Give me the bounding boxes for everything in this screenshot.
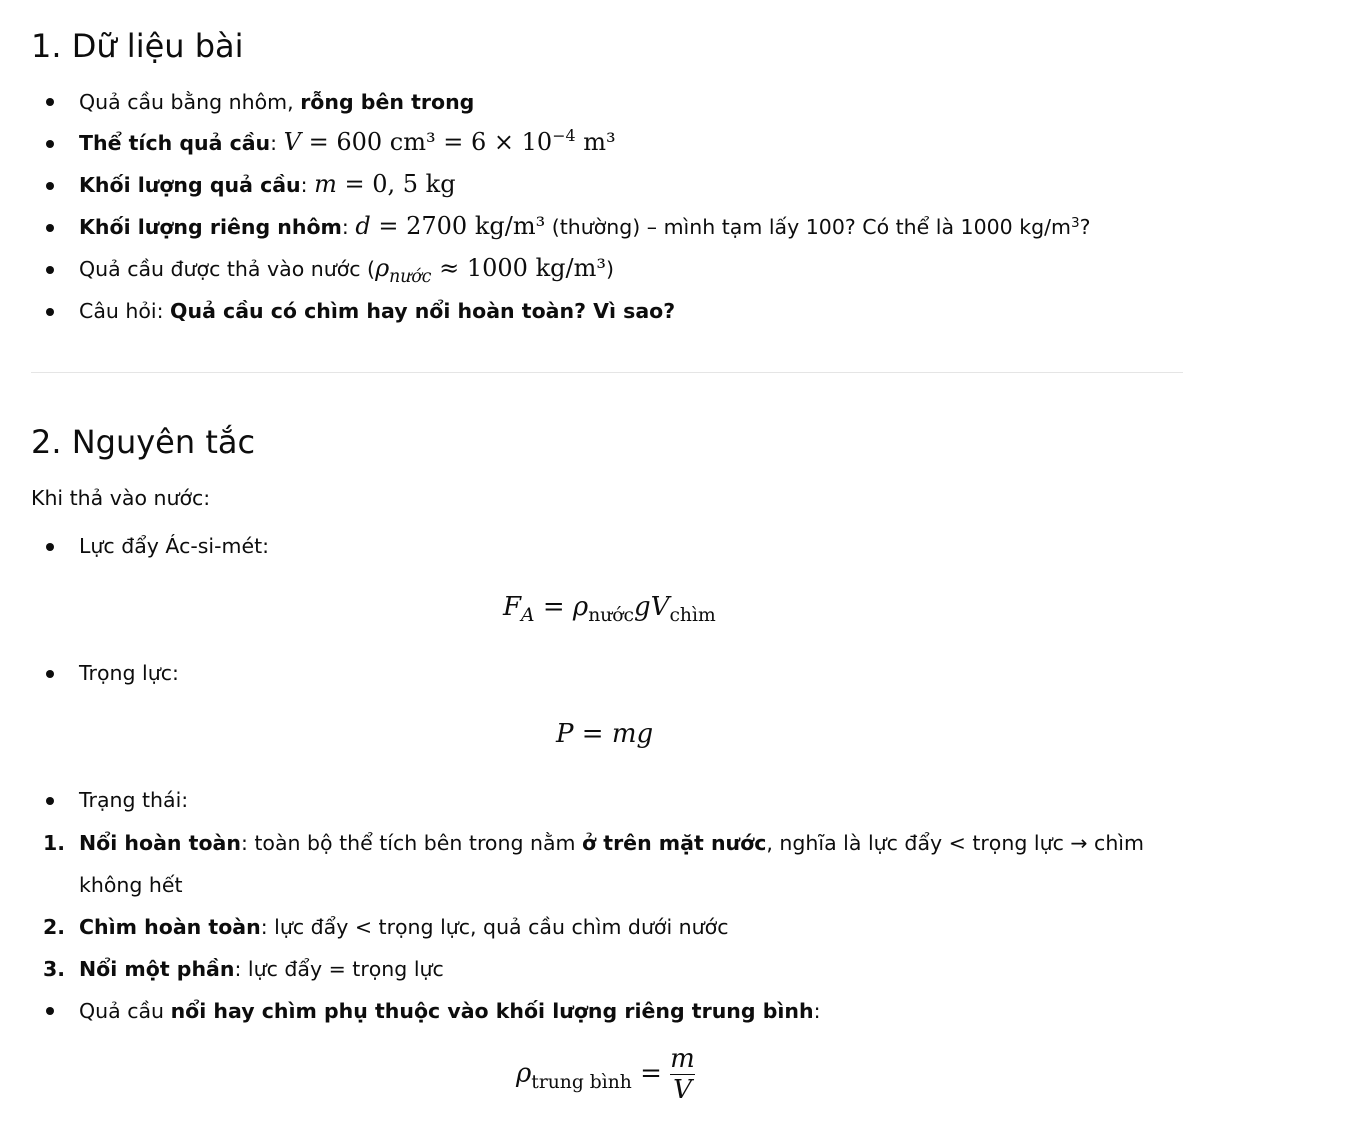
list-item-bold: Nổi một phần — [79, 957, 235, 981]
list-item-text: Quả cầu — [79, 999, 171, 1023]
list-item-state: Trạng thái: — [79, 788, 189, 812]
bullet-dot — [46, 308, 54, 316]
list-item-text: Quả cầu được thả vào nước ( — [79, 257, 376, 281]
section-1-heading: 1. Dữ liệu bài — [31, 27, 244, 65]
equation-average-density — [516, 1044, 695, 1105]
list-item-bold: Khối lượng riêng nhôm — [79, 215, 342, 239]
math-value: 1000 kg/m³ — [466, 254, 606, 282]
math-subscript: nước — [588, 605, 635, 627]
list-item-bold: Thể tích quả cầu — [79, 131, 271, 155]
math-density — [355, 212, 545, 240]
list-item-material — [79, 88, 474, 116]
math-value: 6 — [470, 128, 487, 156]
math-symbol: ρ — [375, 254, 390, 282]
list-number: 3. — [43, 957, 66, 981]
bullet-dot — [46, 98, 54, 106]
list-item-text: : toàn bộ thể tích bên trong nằm — [240, 831, 583, 855]
math-symbol: g — [634, 592, 651, 622]
bullet-dot — [46, 1007, 54, 1015]
list-item-text: , nghĩa là lực đẩy < trọng lực → chìm — [766, 831, 1144, 855]
math-denominator: V — [670, 1074, 695, 1105]
math-operator: = — [344, 170, 365, 198]
section-divider — [31, 372, 1183, 373]
list-number: 2. — [43, 915, 66, 939]
math-symbol: ρ — [516, 1058, 532, 1089]
math-operator: = — [640, 1058, 662, 1089]
bullet-dot — [46, 797, 54, 805]
list-item-volume: Thể tích quả cầu: V = 600 $cm^3 = 6 \times 10^{-4}$ m³ — [79, 126, 616, 156]
math-subscript: A — [521, 605, 535, 627]
equation-archimedes — [503, 590, 716, 627]
math-exponent: −4 — [552, 126, 576, 146]
math-value: 2700 kg/m³ — [406, 212, 546, 240]
math-subscript: chìm — [669, 605, 716, 627]
list-item-bold: Quả cầu có chìm hay nổi hoàn toàn? Vì sao? — [170, 299, 676, 323]
list-item-text: Câu hỏi: — [79, 299, 171, 323]
list-item-text: Quả cầu bằng nhôm, — [79, 90, 301, 114]
math-symbol: m — [314, 170, 337, 198]
math-numerator: m — [670, 1044, 695, 1074]
bullet-dot — [46, 266, 54, 274]
list-item-average-density — [79, 997, 821, 1025]
ordered-item-float — [79, 829, 1144, 857]
math-operator: = — [443, 128, 464, 156]
math-operator: × — [493, 128, 515, 156]
list-item-bold: nổi hay chìm phụ thuộc vào khối lượng riêng trung bình — [170, 999, 814, 1023]
math-value: 0, 5 kg — [372, 170, 456, 198]
bullet-dot — [46, 670, 54, 678]
math-symbol: g — [636, 719, 654, 749]
math-fraction — [670, 1044, 695, 1105]
list-item-bold: ở trên mặt nước — [582, 831, 767, 855]
math-subscript: nước — [389, 266, 432, 287]
math-symbol: m — [611, 719, 637, 749]
ordered-item-float-continued: không hết — [79, 873, 183, 897]
math-operator: = — [308, 128, 329, 156]
list-item-water — [79, 254, 614, 285]
list-item-mass: Khối lượng quả cầu: m = 0, 5 kg — [79, 170, 456, 198]
bullet-dot — [46, 224, 54, 232]
math-water-density — [375, 254, 606, 287]
math-operator: = — [581, 719, 604, 749]
bullet-dot — [46, 140, 54, 148]
equation-weight — [556, 717, 653, 751]
bullet-dot — [46, 543, 54, 551]
list-item-text: ) — [605, 257, 614, 281]
math-symbol: ρ — [572, 592, 589, 622]
math-mass — [314, 170, 456, 198]
list-item-weight: Trọng lực: — [79, 661, 179, 685]
math-value: 600 cm³ — [336, 128, 436, 156]
list-item-archimedes: Lực đẩy Ác-si-mét: — [79, 534, 270, 558]
math-symbol: V — [283, 128, 301, 156]
list-number: 1. — [43, 831, 66, 855]
math-subscript: trung bình — [531, 1071, 632, 1093]
math-value: 10 — [521, 128, 553, 156]
superscript: 3 — [1071, 214, 1080, 231]
math-operator: = — [378, 212, 399, 240]
list-item-text: (thường) – mình tạm lấy 100? Có thể là 1000 kg/m — [545, 215, 1072, 239]
list-item-text: : lực đẩy = trọng lực — [234, 957, 444, 981]
math-symbol: d — [355, 212, 371, 240]
math-volume — [284, 128, 616, 156]
math-operator: ≈ — [439, 254, 460, 282]
list-item-bold: Chìm hoàn toàn — [79, 915, 261, 939]
section-2-heading: 2. Nguyên tắc — [31, 423, 256, 461]
list-item-density: Khối lượng riêng nhôm: d = 2700 kg/m³ (thường) – mình tạm lấy 100? Có thể là 1000 $kg/m^3$? — [79, 212, 1091, 240]
list-item-text: : lực đẩy < trọng lực, quả cầu chìm dưới nước — [260, 915, 729, 939]
list-item-question — [79, 297, 675, 325]
bullet-dot — [46, 182, 54, 190]
list-item-bold: rỗng bên trong — [300, 90, 475, 114]
ordered-item-sink — [79, 913, 729, 941]
math-symbol: F — [503, 592, 522, 622]
list-item-text: ? — [1079, 215, 1091, 239]
math-operator: = — [542, 592, 565, 622]
ordered-item-partial — [79, 955, 444, 983]
math-unit: m³ — [583, 128, 616, 156]
list-item-bold: Nổi hoàn toàn — [79, 831, 241, 855]
list-item-bold: Khối lượng quả cầu — [79, 173, 301, 197]
math-symbol: V — [650, 592, 670, 622]
intro-text: Khi thả vào nước: — [31, 486, 211, 510]
math-symbol: P — [556, 719, 574, 749]
list-item-text: : — [813, 999, 821, 1023]
